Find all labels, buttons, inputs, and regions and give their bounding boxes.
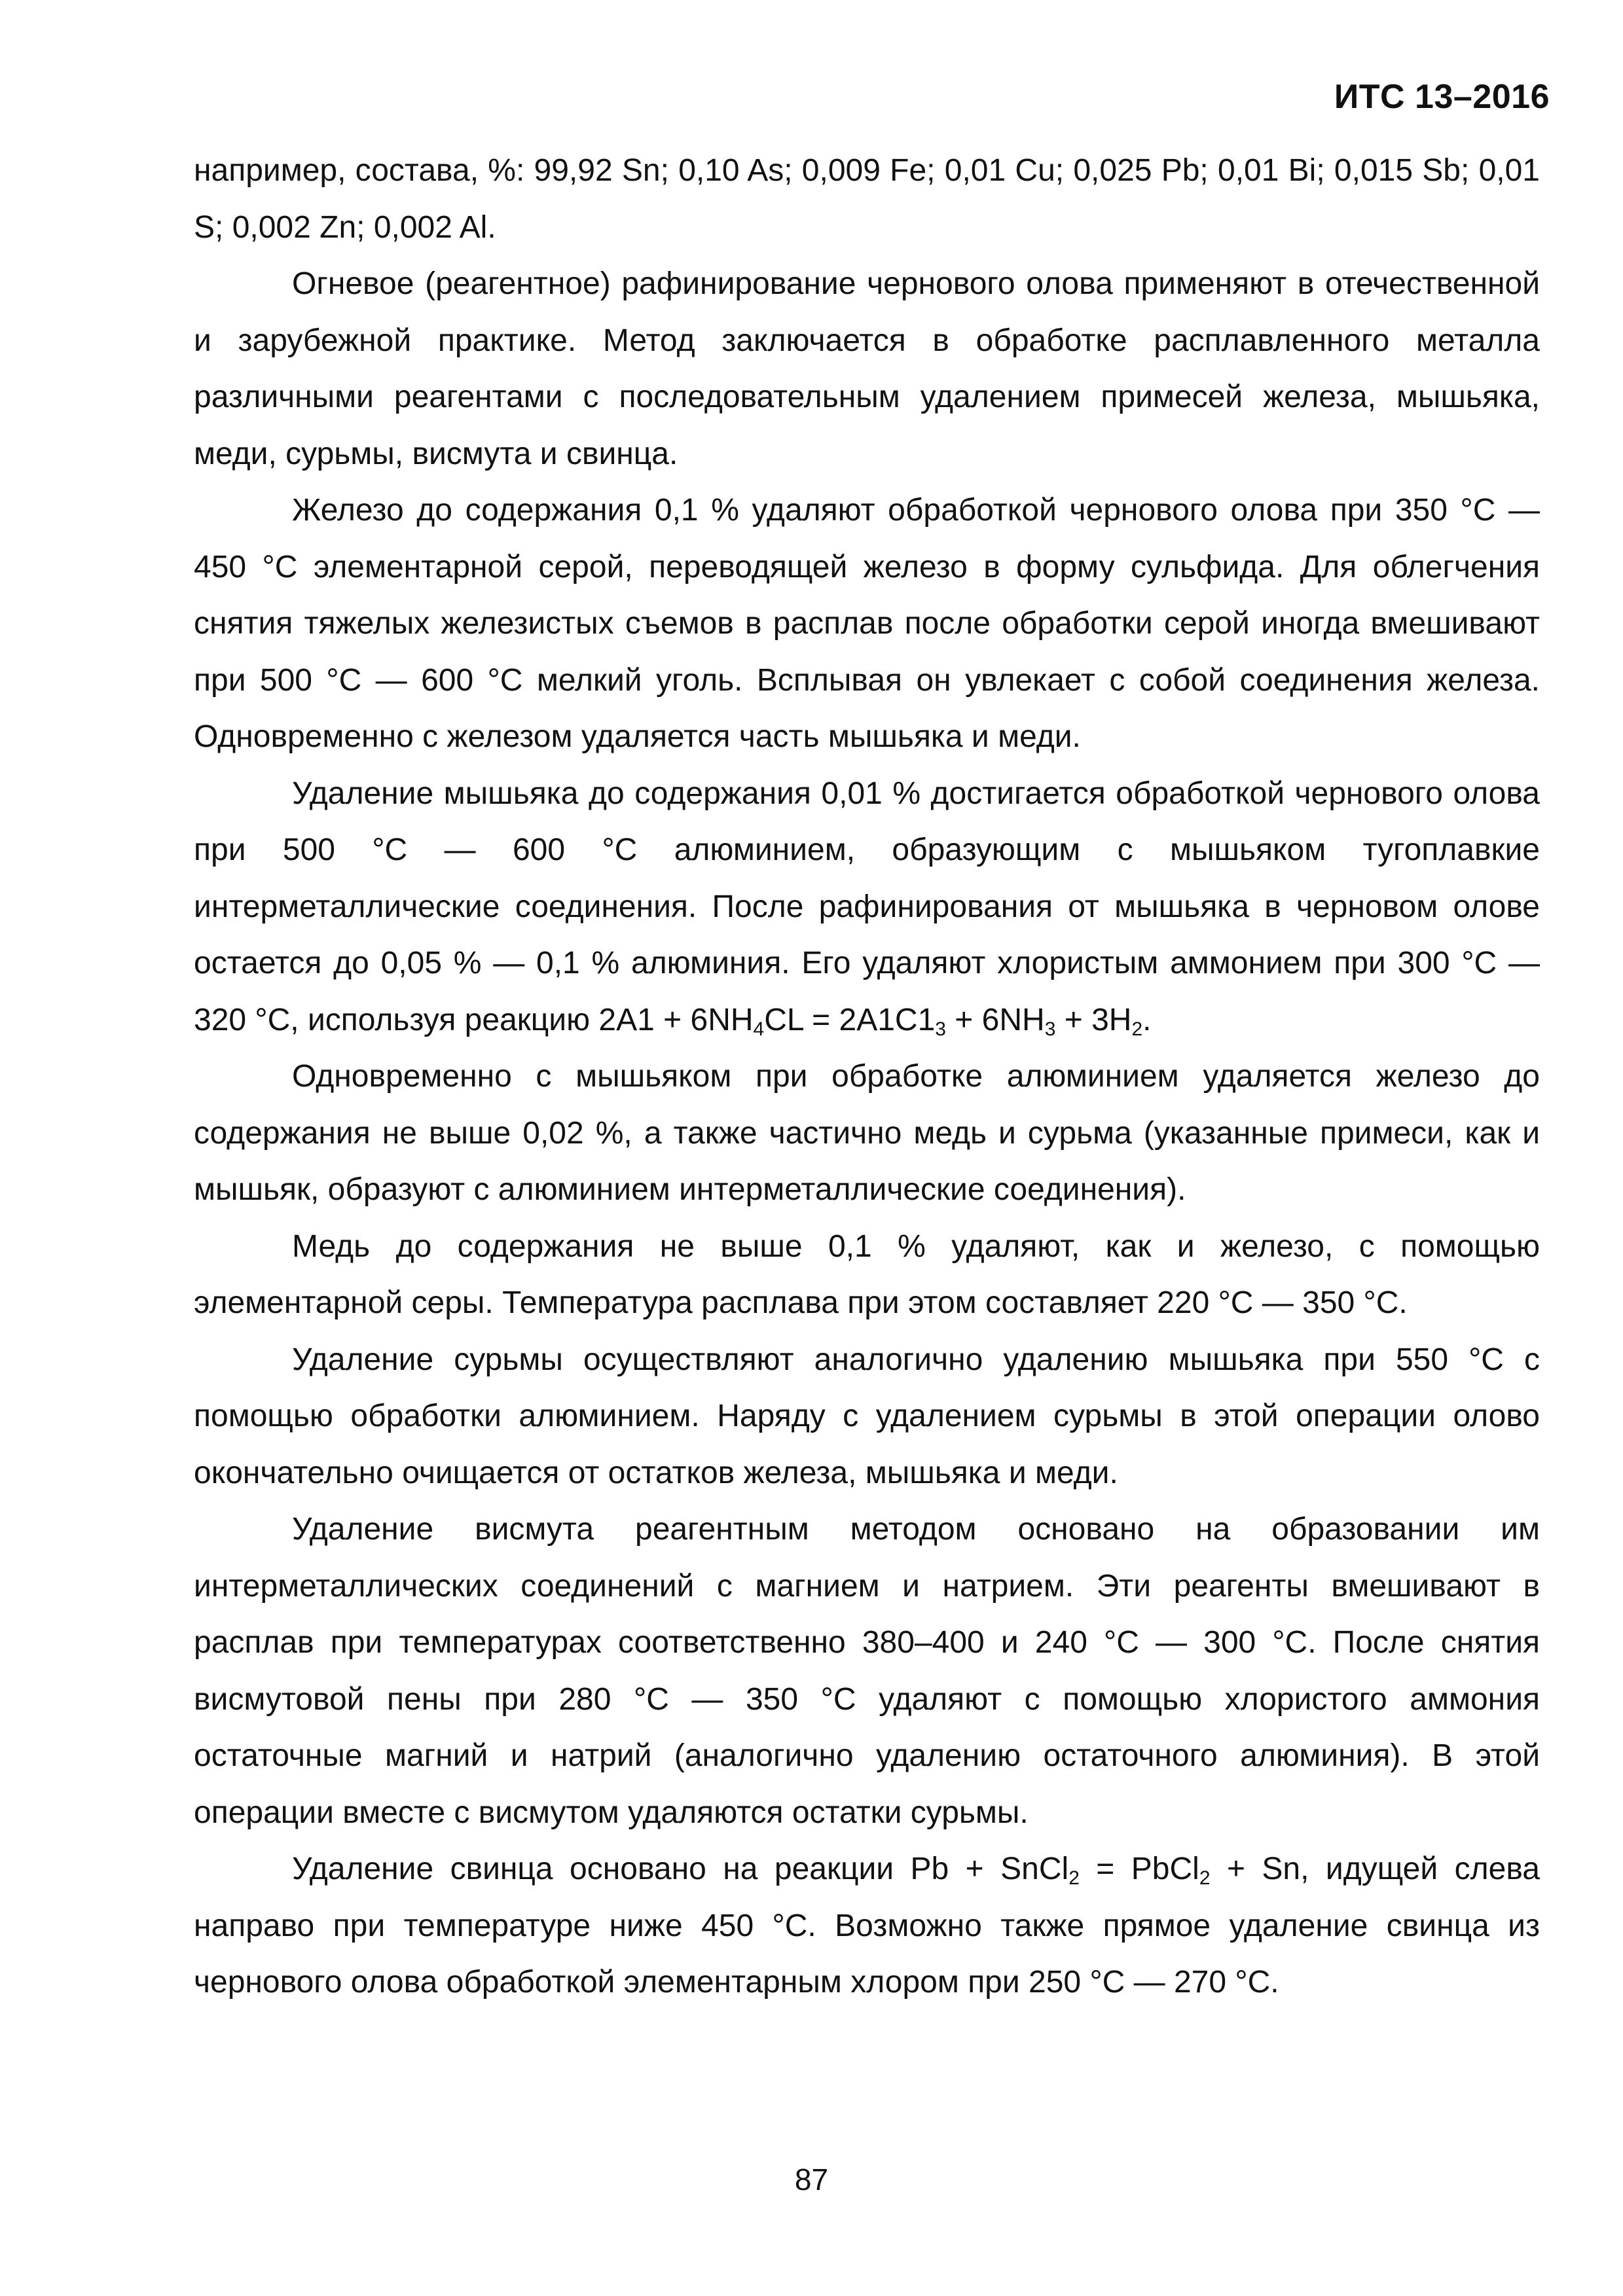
document-body [194,143,1540,2011]
paragraph-composition [194,143,1540,256]
paragraph-copper-removal [194,1219,1540,1332]
paragraph-text: Огневое (реагентное) рафинирование чернового олова применяют в отечественной и зарубежной практике. Метод заключается в обработке расплавленного металла различными реагентами с последовательным удалением примесей железа, мышьяка, меди, сурьмы, висмута и свинца. [194,266,1540,471]
paragraph-text: Удаление свинца основано на реакции [292,1852,894,1886]
paragraph-iron-removal [194,482,1540,766]
paragraph-arsenic-removal [194,766,1540,1049]
paragraph-antimony-removal [194,1332,1540,1502]
paragraph-text: Удаление мышьяка до содержания 0,01 % достигается обработкой чернового олова при 500 °С — 600 °С алюминием, образующим с мышьяком тугоплавкие интерметаллические соединения. После рафинирования от мышьяка в черновом олове остается до 0,05 % — 0,1 % алюминия. Его удаляют хлористым аммонием при 300 °С — 320 °С, используя реакцию [194,776,1540,1037]
paragraph-text: Железо до содержания 0,1 % удаляют обработкой чернового олова при 350 °С — 450 °С элементарной серой, переводящей железо в форму сульфида. Для облегчения снятия тяжелых железистых съемов в расплав после обработки серой иногда вмешивают при 500 °С — 600 °С мелкий уголь. Всплывая он увлекает с собой соединения железа. Одновременно с железом удаляется часть мышьяка и меди. [194,493,1540,754]
paragraph-bismuth-removal [194,1501,1540,1841]
paragraph-text: Одновременно с мышьяком при обработке алюминием удаляется железо до содержания не выше 0,02 %, а также частично медь и сурьма (указанные примеси, как и мышьяк, образуют с алюминием интерметаллические соединения). [194,1059,1540,1207]
paragraph-text: Удаление висмута реагентным методом основано на образовании им интерметаллических соединений с магнием и натрием. Эти реагенты вмешивают в расплав при температурах соответственно 380–400 и 240 °С — 300 °С. После снятия висмутовой пены при 280 °С — 350 °С удаляют с помощью хлористого аммония остаточные магний и натрий (аналогично удалению остаточного алюминия). В этой операции вместе с висмутом удаляются остатки сурьмы. [194,1512,1540,1830]
paragraph-lead-removal [194,1841,1540,2011]
page-number: 87 [794,2162,829,2197]
paragraph-simultaneous-removal [194,1049,1540,1219]
paragraph-fire-refining [194,256,1540,482]
document-code-header: ИТС 13–2016 [1334,78,1550,116]
paragraph-text-continued: идущей слева направо при температуре ниже 450 °С. Возможно также прямое удаление свинца из чернового олова обработкой элементарным хлором при 250 °С — 270 °С. [194,1852,1540,2000]
chemical-formula-lead-chloride: Pb + SnCl$_2$ = PbCl$_2$ + Sn, [910,1852,1309,1889]
paragraph-text: Медь до содержания не выше 0,1 % удаляют, как и железо, с помощью элементарной серы. Температура расплава при этом составляет 220 °С — 350 °С. [194,1229,1540,1320]
paragraph-text: например, состава, %: 99,92 Sn; 0,10 As; 0,009 Fe; 0,01 Cu; 0,025 Pb; 0,01 Bi; 0,015 Sb; 0,01 S; 0,002 Zn; 0,002 Al. [194,153,1540,245]
paragraph-text: Удаление сурьмы осуществляют аналогично удалению мышьяка при 550 °С с помощью обработки алюминием. Наряду с удалением сурьмы в этой операции олово окончательно очищается от остатков железа, мышьяка и меди. [194,1342,1540,1490]
chemical-formula-aluminium-ammonium: $2А1 + 6NH_4CL = 2A1C1_3 + 6NH_3 + 3H_2$. [598,1002,1152,1040]
